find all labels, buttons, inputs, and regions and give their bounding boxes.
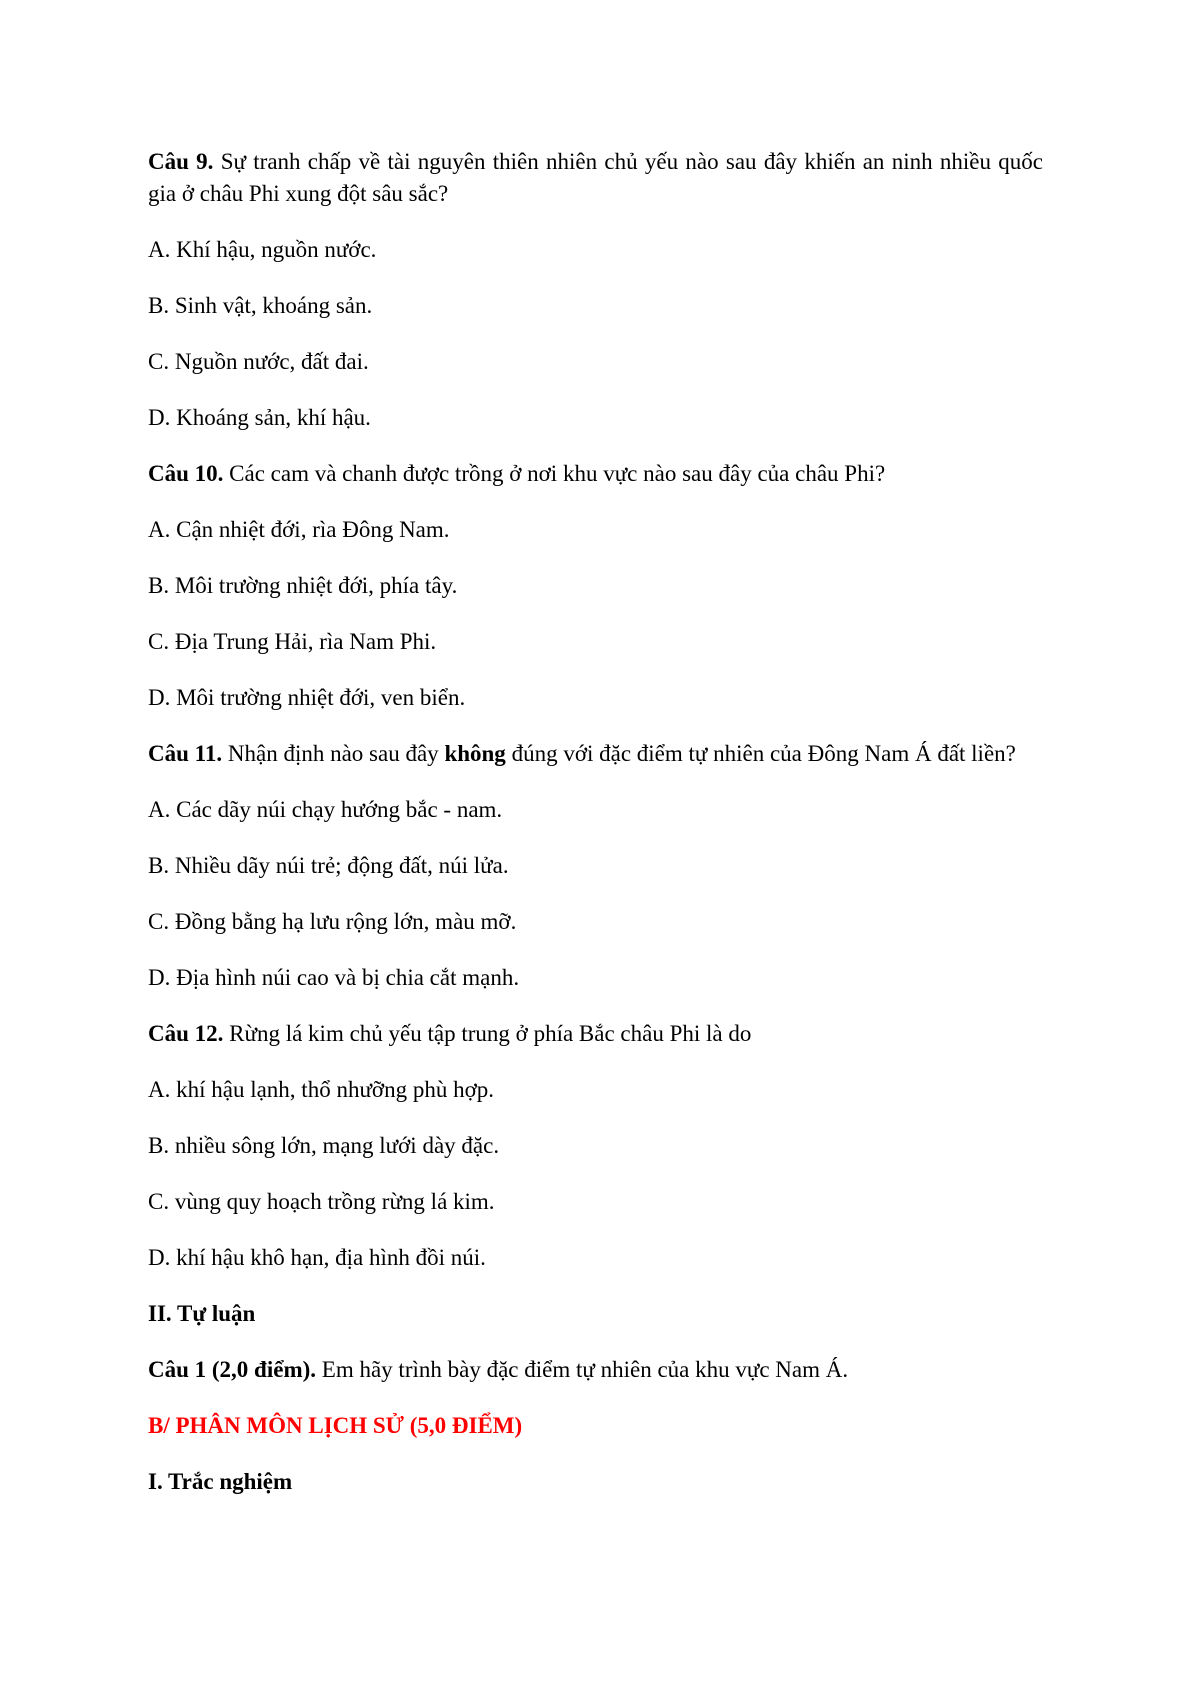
question-12-option-d: D. khí hậu khô hạn, địa hình đồi núi.	[148, 1245, 486, 1270]
question-11-label: Câu 11.	[148, 741, 223, 766]
question-12-option-c: C. vùng quy hoạch trồng rừng lá kim.	[148, 1189, 495, 1214]
question-10-option-d: D. Môi trường nhiệt đới, ven biển.	[148, 685, 466, 710]
question-10-text: Các cam và chanh được trồng ở nơi khu vực nào sau đây của châu Phi?	[223, 461, 886, 486]
question-9-option-a: A. Khí hậu, nguồn nước.	[148, 237, 377, 262]
history-multiple-choice-heading: I. Trắc nghiệm	[148, 1469, 293, 1494]
question-9-option-d: D. Khoáng sản, khí hậu.	[148, 405, 371, 430]
question-11-text-before: Nhận định nào sau đây	[222, 741, 445, 766]
question-10-option-a: A. Cận nhiệt đới, rìa Đông Nam.	[148, 517, 450, 542]
question-9-stem	[148, 146, 1043, 210]
essay-heading: II. Tự luận	[148, 1301, 256, 1326]
essay-question-1-label: Câu 1 (2,0 điểm).	[148, 1357, 317, 1382]
question-12-text: Rừng lá kim chủ yếu tập trung ở phía Bắc châu Phi là do	[223, 1021, 752, 1046]
question-11-text-after: đúng với đặc điểm tự nhiên của Đông Nam Á đất liền?	[505, 741, 1016, 766]
question-10-option-c: C. Địa Trung Hải, rìa Nam Phi.	[148, 629, 437, 654]
question-11-option-d: D. Địa hình núi cao và bị chia cắt mạnh.	[148, 965, 520, 990]
essay-question-1-text: Em hãy trình bày đặc điểm tự nhiên của khu vực Nam Á.	[316, 1357, 849, 1382]
question-9-label: Câu 9.	[148, 149, 214, 174]
question-11-option-a: A. Các dãy núi chạy hướng bắc - nam.	[148, 797, 503, 822]
history-section-title: B/ PHÂN MÔN LỊCH SỬ (5,0 ĐIỂM)	[148, 1413, 523, 1438]
question-11-stem	[148, 738, 1043, 770]
question-9-option-c: C. Nguồn nước, đất đai.	[148, 349, 369, 374]
essay-question-1	[148, 1354, 1043, 1386]
question-12-label: Câu 12.	[148, 1021, 224, 1046]
question-12-stem	[148, 1018, 1043, 1050]
question-11-emphasis: không	[444, 741, 506, 766]
question-9-option-b: B. Sinh vật, khoáng sản.	[148, 293, 373, 318]
question-12-option-b: B. nhiều sông lớn, mạng lưới dày đặc.	[148, 1133, 500, 1158]
document-page	[148, 146, 1043, 1522]
question-11-option-c: C. Đồng bằng hạ lưu rộng lớn, màu mỡ.	[148, 909, 517, 934]
question-10-stem	[148, 458, 1043, 490]
question-10-label: Câu 10.	[148, 461, 224, 486]
question-10-option-b: B. Môi trường nhiệt đới, phía tây.	[148, 573, 458, 598]
question-11-option-b: B. Nhiều dãy núi trẻ; động đất, núi lửa.	[148, 853, 509, 878]
question-12-option-a: A. khí hậu lạnh, thổ nhưỡng phù hợp.	[148, 1077, 494, 1102]
question-9-text: Sự tranh chấp về tài nguyên thiên nhiên chủ yếu nào sau đây khiến an ninh nhiều quốc gia ở châu Phi xung đột sâu sắc?	[148, 149, 1043, 206]
